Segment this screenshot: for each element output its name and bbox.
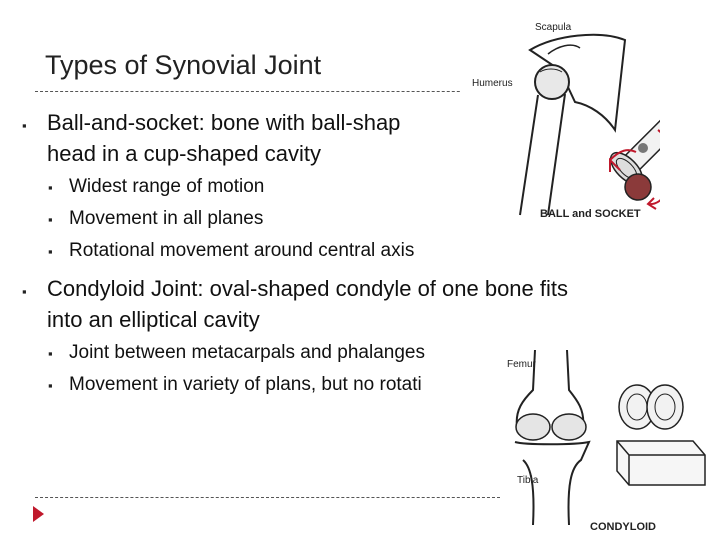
- footer-divider: [35, 497, 500, 498]
- sub-bullet-2-1: Joint between metacarpals and phalanges: [69, 342, 425, 363]
- ball-socket-caption: BALL and SOCKET: [540, 208, 641, 220]
- sub-bullet-icon: ▪: [48, 180, 53, 195]
- tibia-label: Tibia: [517, 475, 539, 486]
- scapula-label: Scapula: [535, 22, 572, 33]
- condyloid-figure: [505, 345, 715, 535]
- condyloid-caption: CONDYLOID: [590, 521, 656, 533]
- sub-bullet-icon: ▪: [48, 346, 53, 361]
- sub-bullet-icon: ▪: [48, 244, 53, 259]
- bullet-1-line-2: head in a cup-shaped cavity: [47, 141, 321, 166]
- sub-bullet-2-2: Movement in variety of plans, but no rotati: [69, 374, 422, 395]
- bullet-icon: ▪: [22, 118, 27, 133]
- next-arrow-icon[interactable]: [33, 506, 44, 522]
- sub-bullet-1-1: Widest range of motion: [69, 176, 265, 197]
- femur-label: Femur: [507, 359, 536, 370]
- sub-bullet-icon: ▪: [48, 212, 53, 227]
- ball-socket-illustration: [460, 10, 660, 225]
- sub-bullet-icon: ▪: [48, 378, 53, 393]
- condyloid-illustration: [505, 345, 715, 535]
- bullet-2-line-2: into an elliptical cavity: [47, 307, 260, 332]
- slide-title: Types of Synovial Joint: [45, 50, 322, 80]
- bullet-1-line-1: Ball-and-socket: bone with ball-shap: [47, 110, 401, 135]
- bullet-icon: ▪: [22, 284, 27, 299]
- sub-bullet-1-3: Rotational movement around central axis: [69, 240, 415, 261]
- humerus-label: Humerus: [472, 78, 513, 89]
- bullet-2-line-1: Condyloid Joint: oval-shaped condyle of one bone fits: [47, 276, 569, 301]
- ball-socket-figure: [460, 10, 660, 225]
- title-divider: [35, 91, 505, 92]
- sub-bullet-1-2: Movement in all planes: [69, 208, 264, 229]
